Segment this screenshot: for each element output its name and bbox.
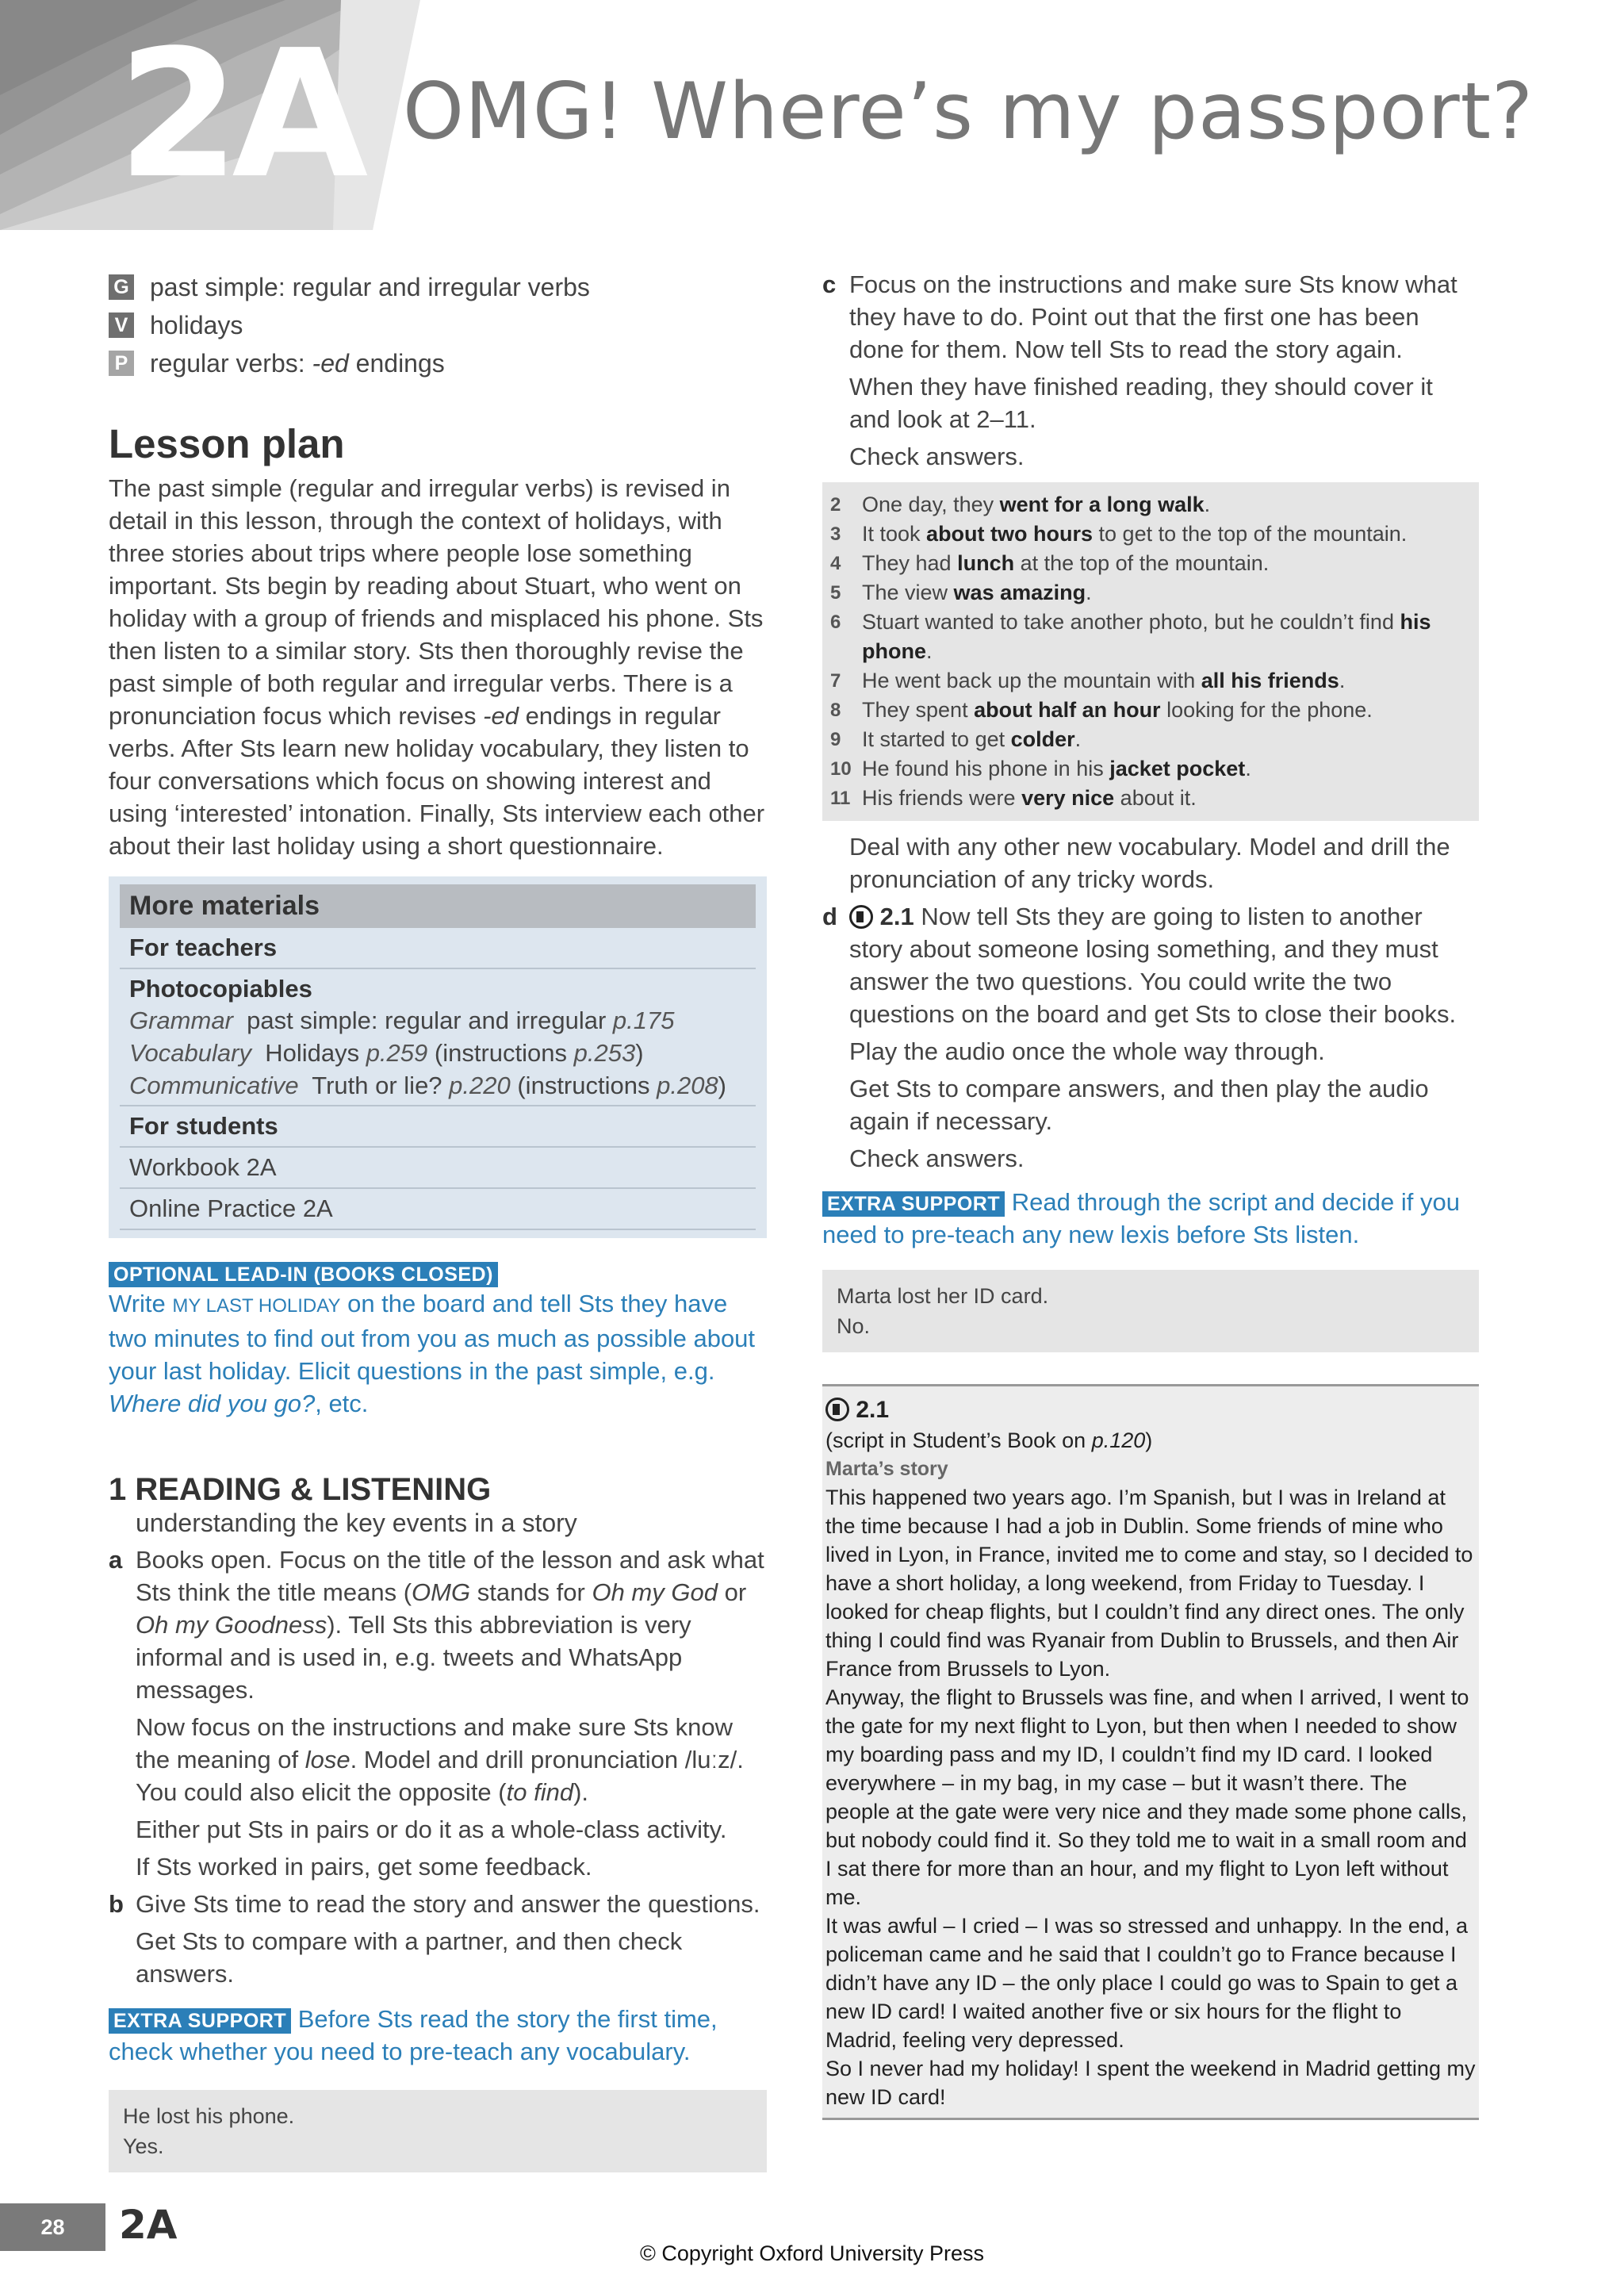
gvp-list (109, 268, 767, 382)
exercise-d-p1: 2.1 Now tell Sts they are going to listen to another story about someone losing something, and they must answer the two questions. You could write the two questions on the board and get Sts to close their books. (849, 903, 1457, 1028)
answer-row (827, 725, 1471, 754)
extra-support-right: EXTRA SUPPORT Read through the script and decide if you need to pre-teach any new lexis before Sts listen. (822, 1188, 1460, 1248)
gvp-pronunciation (109, 344, 767, 382)
lesson-code: 2A (117, 13, 361, 217)
answer-d-1: Marta lost her ID card. (837, 1284, 1049, 1308)
exercise-b-p1: Give Sts time to read the story and answer the questions. (136, 1890, 760, 1918)
exercise-a (109, 1543, 767, 1883)
exercise-b (109, 1888, 767, 1990)
pronunciation-badge: P (109, 351, 134, 376)
answer-number: 11 (830, 788, 851, 809)
photocopiable-grammar: Grammar past simple: regular and irregular p.175 (129, 1007, 675, 1034)
gvp-vocabulary-text: holidays (150, 310, 243, 339)
answer-text: Stuart wanted to take another photo, but he couldn’t find his phone. (862, 610, 1431, 663)
for-teachers-heading: For teachers (120, 928, 756, 969)
exercise-d-p2: Play the audio once the whole way through. (849, 1037, 1325, 1065)
exercise-c-followup (822, 830, 1479, 895)
page-number: 28 (0, 2203, 105, 2251)
lead-in-text: Write MY LAST HOLIDAY on the board and tell Sts they have two minutes to find out from you as much as possible about your last holiday. Elicit questions in the past simple, e.g. Where did you go?, etc. (109, 1290, 756, 1417)
online-practice-link: Online Practice 2A (120, 1189, 756, 1230)
answer-text: They spent about half an hour looking for the phone. (862, 698, 1373, 722)
answer-text: His friends were very nice about it. (862, 786, 1197, 810)
exercise-d-letter: d (822, 903, 837, 930)
answer-number: 5 (830, 582, 841, 604)
answer-text: They had lunch at the top of the mountain. (862, 551, 1270, 575)
photocopiable-vocabulary: Vocabulary Holidays p.259 (instructions p.253) (129, 1039, 644, 1067)
extra-support-tag: EXTRA SUPPORT (822, 1191, 1005, 1217)
gvp-vocabulary (109, 306, 767, 344)
answer-row (827, 696, 1471, 725)
script-paragraph-2: Anyway, the flight to Brussels was fine, and when I arrived, I went to the gate for my next flight to Lyon, but then when I needed to show my boarding pass and my ID, I couldn’t find my ID card. I looked everywhere – in my bag, in my case – but it wasn’t there. The people at the gate were very nice and they made some phone calls, but nobody could find it. So they told me to wait in a small room and I sat there for more than an hour, and my flight to Lyon left without me. (825, 1685, 1469, 1909)
lead-in-block (109, 1262, 767, 1420)
answer-number: 10 (830, 758, 852, 780)
gvp-pronunciation-text: regular verbs: -ed endings (150, 348, 445, 378)
footer-lesson-code: 2A (119, 2202, 178, 2248)
photocopiable-communicative: Communicative Truth or lie? p.220 (instructions p.208) (120, 1069, 756, 1106)
answer-row (827, 608, 1471, 666)
answer-text: It started to get colder. (862, 727, 1082, 751)
script-paragraph-4: So I never had my holiday! I spent the weekend in Madrid getting my new ID card! (825, 2057, 1476, 2109)
answer-text: The view was amazing. (862, 581, 1092, 604)
exercise-c-p2: When they have finished reading, they should cover it and look at 2–11. (849, 373, 1433, 433)
answer-number: 4 (830, 553, 841, 574)
lead-in-tag: OPTIONAL LEAD-IN (BOOKS CLOSED) (109, 1262, 498, 1287)
copyright-notice: © Copyright Oxford University Press (639, 2241, 985, 2265)
lesson-plan-body: The past simple (regular and irregular verbs) is revised in detail in this lesson, through the context of holidays, with three stories about trips where people lose something important. Sts begin by reading about Stuart, who went on holiday with a group of friends and misplaced his phone. Sts then listen to a similar story. Sts then thoroughly revise the past simple of both regular and irregular verbs. There is a pronunciation focus which revises -ed endings in regular verbs. After Sts learn new holiday vocabulary, they listen to four conversations which focus on showing interest and using ‘interested’ intonation. Finally, Sts interview each other about their last holiday using a short questionnaire. (109, 474, 765, 860)
audio-track-number: 2.1 (879, 903, 914, 930)
answer-number: 7 (830, 670, 841, 692)
exercise-d-p4: Check answers. (849, 1145, 1025, 1172)
answer-number: 2 (830, 494, 841, 516)
answer-row (827, 549, 1471, 578)
exercise-a-p2: Now focus on the instructions and make sure Sts know the meaning of lose. Model and drill pronunciation /luːz/. You could also elicit the opposite (to find). (136, 1713, 744, 1806)
answer-number: 3 (830, 523, 841, 545)
exercise-c-p3: Check answers. (849, 443, 1025, 470)
exercise-c (822, 268, 1479, 473)
exercise-c-letter: c (822, 270, 837, 298)
answer-row (827, 666, 1471, 696)
more-materials-heading: More materials (120, 884, 756, 928)
for-students-heading: For students (120, 1106, 756, 1148)
extra-support-tag: EXTRA SUPPORT (109, 2008, 291, 2034)
answer-text: It took about two hours to get to the top of the mountain. (862, 522, 1408, 546)
script-track-heading: 2.1 (825, 1394, 1476, 1426)
section-1-subheading: understanding the key events in a story (136, 1509, 577, 1537)
left-column (109, 268, 767, 2172)
answer-text: He found his phone in his jacket pocket. (862, 757, 1251, 780)
answer-d-2: No. (837, 1314, 871, 1338)
section-1-heading: 1 READING & LISTENING (109, 1472, 492, 1507)
answer-b-2: Yes. (123, 2134, 164, 2158)
workbook-link: Workbook 2A (120, 1148, 756, 1189)
answer-b-1: He lost his phone. (123, 2104, 295, 2128)
exercise-c-p4: Deal with any other new vocabulary. Model and drill the pronunciation of any tricky words. (849, 833, 1450, 893)
vocabulary-badge: V (109, 313, 134, 338)
right-column (822, 268, 1479, 2120)
gvp-grammar (109, 268, 767, 306)
exercise-a-letter: a (109, 1546, 123, 1574)
exercise-b-letter: b (109, 1890, 124, 1918)
gvp-grammar-text: past simple: regular and irregular verbs (150, 272, 590, 301)
script-title: Marta’s story (825, 1458, 948, 1480)
answer-box-b (109, 2090, 767, 2172)
exercise-a-p1: Books open. Focus on the title of the lesson and ask what Sts think the title means (OMG stands for Oh my God or Oh my Goodness). Tell Sts this abbreviation is very informal and is used in, e.g. tweets and WhatsApp messages. (136, 1546, 764, 1704)
photocopiables-heading: Photocopiables (129, 975, 312, 1003)
audio-icon (849, 905, 873, 929)
audio-script-box (822, 1384, 1479, 2120)
more-materials-box (109, 876, 767, 1238)
answer-list-c (822, 482, 1479, 821)
answer-text: He went back up the mountain with all his friends. (862, 669, 1346, 692)
answer-number: 9 (830, 729, 841, 750)
script-paragraph-1: This happened two years ago. I’m Spanish, but I was in Ireland at the time because I had a job in Dublin. Some friends of mine who lived in Lyon, in France, invited me to come and stay, so I decided to have a short holiday, a long weekend, from Friday to Tuesday. I looked for cheap flights, but I couldn’t find any direct ones. The only thing I could find was Ryanair from Dublin to Brussels, and then Air France from Brussels to Lyon. (825, 1486, 1473, 1681)
exercise-a-p3: Either put Sts in pairs or do it as a whole-class activity. (136, 1816, 727, 1843)
answer-row (827, 520, 1471, 549)
grammar-badge: G (109, 274, 134, 300)
answer-row (827, 784, 1471, 813)
script-paragraph-3: It was awful – I cried – I was so stressed and unhappy. In the end, a policeman came and he said that I couldn’t go to France because I didn’t have any ID – the only place I could go was to Spain to get a new ID card! I waited another five or six hours for the flight to Madrid, feeling very depressed. (825, 1914, 1468, 2052)
answer-number: 6 (830, 612, 841, 633)
audio-icon (825, 1398, 849, 1421)
answer-row (827, 754, 1471, 784)
answer-number: 8 (830, 700, 841, 721)
answer-row (827, 490, 1471, 520)
extra-support-left: EXTRA SUPPORT Before Sts read the story the first time, check whether you need to pre-teach any vocabulary. (109, 2005, 718, 2065)
page-title: OMG! Where’s my passport? (403, 67, 1534, 157)
exercise-b-p2: Get Sts to compare with a partner, and then check answers. (136, 1927, 683, 1988)
lesson-plan-heading: Lesson plan (109, 421, 345, 466)
answer-text: One day, they went for a long walk. (862, 493, 1211, 516)
exercise-c-p1: Focus on the instructions and make sure Sts know what they have to do. Point out that the first one has been done for them. Now tell Sts to read the story again. (849, 270, 1457, 363)
script-reference: (script in Student’s Book on p.120) (825, 1428, 1153, 1452)
answer-row (827, 578, 1471, 608)
page-header (0, 0, 1624, 230)
exercise-d (822, 900, 1479, 1175)
exercise-d-p3: Get Sts to compare answers, and then play the audio again if necessary. (849, 1075, 1429, 1135)
answer-box-d (822, 1270, 1479, 1352)
exercise-a-p4: If Sts worked in pairs, get some feedback. (136, 1853, 592, 1881)
